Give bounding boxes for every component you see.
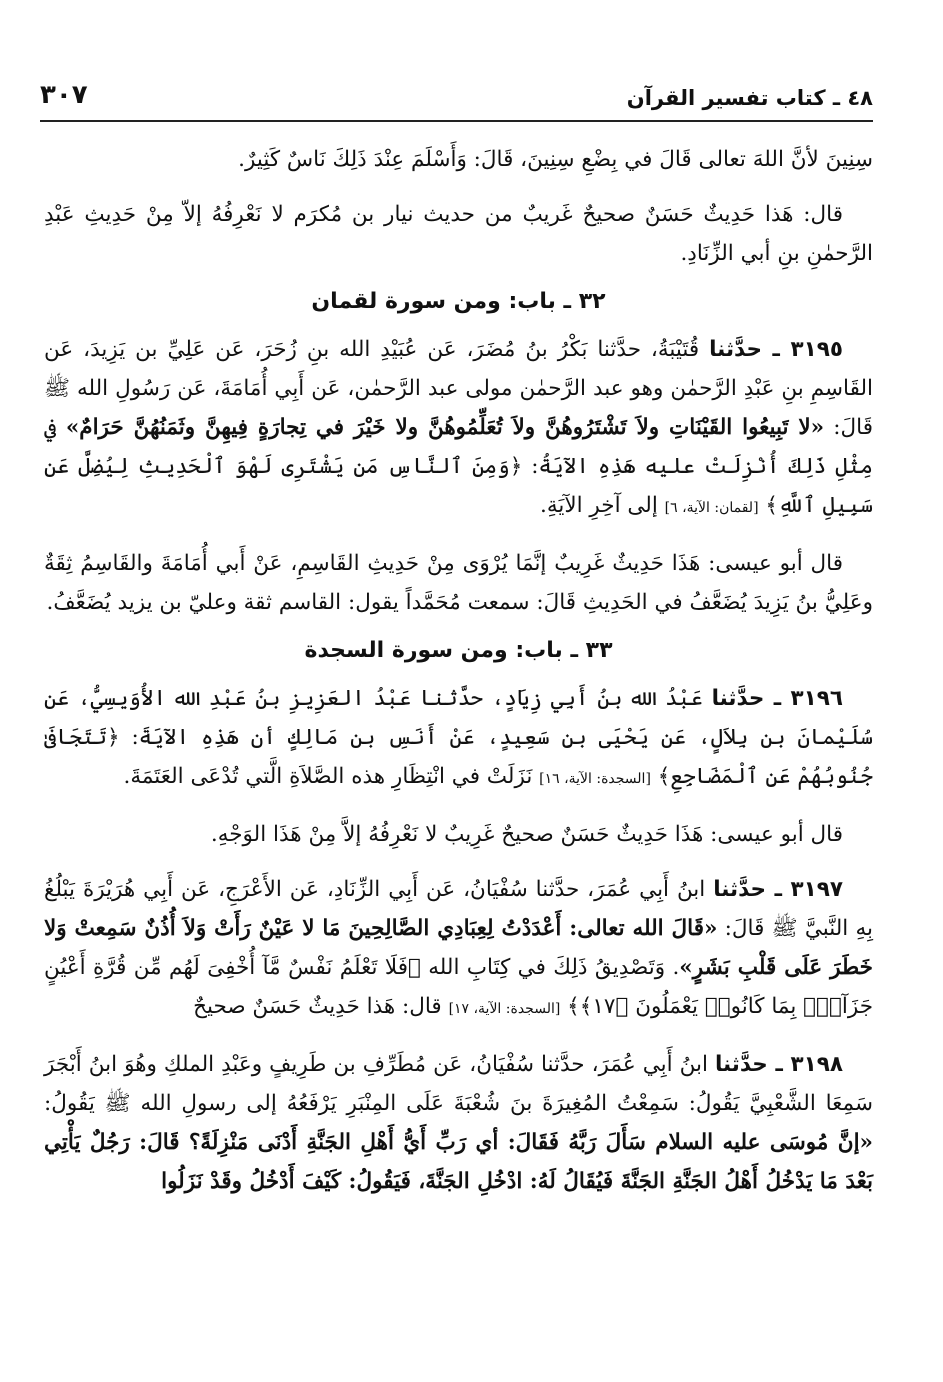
hadith-ending: نَزَلَتْ في انْتِظَارِ هذه الصَّلاَةِ الَّتي تُدْعَى العَتَمَةَ. (123, 764, 540, 789)
hadith-text: «إنَّ مُوسَى عليه السلام سَأَلَ رَبَّهُ فَقَالَ: أي رَبِّ أَيُّ أَهْلِ الجَنَّةِ أَدْنَى مَنْزِلَةً؟ قَالَ: رَجُلٌ يَأْتِي بَعْدَ مَا يَدْخُلُ أَهْلُ الجَنَّةِ الجَنَّةَ فَيُقَالُ لَهُ: ادْخُلِ الجَنَّةَ، فَيَقُولُ: كَيْفَ أَدْخُلُ وقَدْ نَزَلُوا (44, 1130, 873, 1194)
hadith-continuation: . وَتَصْدِيقُ ذَلِكَ في كِتَابِ الله ﴿فَلَا تَعْلَمُ نَفْسٌ مَّآ أُخْفِىَ لَهُم مِّن قُرَّةِ أَعْيُنٍ جَزَآءًۢ بِمَا كَانُوا۟ يَعْمَلُونَ ﴿١٧﴾﴾ (44, 955, 873, 1019)
hadith-3198 (44, 1045, 873, 1201)
verse-reference: [لقمان: الآية، ٦] (664, 500, 759, 516)
hadith-number: ٣١٩٥ ـ حدَّثنا (709, 337, 844, 362)
page-body (44, 140, 873, 1217)
hadith-chain: قُتَيْبَةُ، حدَّثنا بَكْرُ بنُ مُضَرَ، عَن عُبَيْدِ الله بنِ زُحَرَ، عَن عَلِيِّ بن يَزِيدَ، عَن القَاسِمِ بنِ عَبْدِ الرَّحمٰن وهو عبد الرَّحمٰن مولى عبد الرَّحمٰن، عَن أَبِي أُمَامَةَ، عَن رَسُولِ الله ﷺ قَالَ: (44, 337, 873, 440)
verse-reference: [السجدة: الآية، ١٧] (448, 1001, 561, 1017)
commentary-paragraph: قال: هَذا حَدِيثٌ حَسَنٌ صحيحٌ غَريبٌ من حديث نيار بن مُكرَم لا نَعْرِفُهُ إلاّ مِنْ حَدِيثِ عَبْدِ الرَّحمٰنِ بنِ أبي الزِّنَادِ. (44, 202, 873, 266)
hadith-text: «لا تَبِيعُوا القَيْنَاتِ ولاَ تَشْتَرُوهُنَّ ولاَ تُعَلِّمُوهُنَّ ولا خَيْرَ في تِجارَةٍ فِيهِنَّ وثَمَنُهُنَّ حَرَامٌ» (65, 415, 825, 440)
hadith-number: ٣١٩٦ ـ حدَّثنا (711, 686, 843, 711)
hadith-3196 (44, 679, 873, 799)
chapter-heading-luqman: ٣٢ ـ باب: ومن سورة لقمان (311, 289, 606, 314)
hadith-number: ٣١٩٧ ـ حدَّثنا (713, 877, 844, 902)
hadith-number: ٣١٩٨ ـ حدَّثنا (714, 1052, 843, 1077)
hadith-ending: إلى آخِرِ الآيَةِ. (540, 493, 665, 518)
verse-reference: [السجدة: الآية، ١٦] (539, 771, 651, 787)
page-header (40, 80, 873, 122)
chapter-heading-sajda: ٣٣ ـ باب: ومن سورة السجدة (304, 638, 613, 663)
hadith-text: «قَالَ الله تعالى: أَعْدَدْتُ لِعِبَادِي الصَّالِحِينَ مَا لا عَيْنٌ رَأَتْ وَلاَ أُذُنٌ سَمِعتْ وَلا خَطَرَ عَلَى قَلْبِ بَشَرٍ» (44, 916, 873, 980)
hadith-chain: عَبْدُ الله بنُ أَبِي زِيَادٍ، حدَّثنا عَبْدُ العَزِيزِ بنُ عَبْدِ الله الأُوَيسِيُّ، عَن سُلَيْمانَ بن بِلاَلٍ، عَن يَحْيَى بنِ سَعِيدٍ، عَنْ أَنَسِ بن مَالِكٍ أن هَذِهِ الآيَةَ: ﴿تَتَجَافَىٰ جُنُوبُهُمْ عَنِ ٱلْمَضَاجِعِ﴾ (44, 686, 873, 789)
hadith-ending: قال: هَذا حَدِيثٌ حَسَنٌ صحيحٌ (193, 994, 449, 1019)
running-title: ٤٨ ـ كتاب تفسير القرآن (626, 86, 873, 110)
paragraph-continuation: سِنِينَ لأنَّ اللهَ تعالى قَالَ في بِضْعِ سِنِينَ، قَالَ: وَأَسْلَمَ عِنْدَ ذَلِكَ نَاسٌ كَثِيرٌ. (238, 147, 873, 172)
hadith-3195 (44, 330, 873, 528)
hadith-chain: ابنُ أَبِي عُمَرَ، حدَّثنا سُفْيَانُ، عَن مُطَرِّفِ بن طَرِيفٍ وعَبْدِ الملكِ وهُوَ ابنُ أَبْجَرَ سَمِعَا الشَّعْبِيَّ يَقُولُ: سَمِعْتُ المُغِيرَةَ بنَ شُعْبَةَ عَلَى المِنْبَرِ يَرْفَعُهُ إلى رسولِ الله ﷺ يَقُولُ: (44, 1052, 873, 1116)
hadith-3197 (44, 870, 873, 1029)
hadith-continuation: في مِثْلِ ذَلِكَ أُنْزِلَتْ عليه هَذِهِ الآيَةُ: ﴿وَمِنَ ٱلنَّاسِ مَن يَشْتَرِى لَهْوَ ٱلْحَدِيثِ لِيُضِلَّ عَن سَبِيلِ ٱللَّهِ﴾ (44, 415, 873, 518)
commentary-paragraph: قال أبو عيسى: هَذَا حَدِيثٌ حَسَنٌ صحيحٌ غَرِيبٌ لا نَعْرِفُهُ إلاَّ مِنْ هَذَا الوَجْهِ. (210, 822, 843, 847)
page-number: ٣٠٧ (40, 80, 88, 110)
commentary-paragraph: قال أبو عيسى: هَذَا حَدِيثٌ غَرِيبٌ إنَّمَا يُرْوَى مِنْ حَدِيثِ القَاسِمِ، عَنْ أَبي أُمَامَةَ والقَاسِمُ ثِقَةٌ وعَلِيُّ بنُ يَزِيدَ يُضَعَّفُ في الحَدِيثِ قَالَ: سمعت مُحَمَّداً يقول: القاسم ثقة وعليّ بن يزيد يُضَعَّفُ. (44, 551, 873, 615)
hadith-chain: ابنُ أَبِي عُمَرَ، حدَّثنا سُفْيَانُ، عَن أَبِي الزِّنَادِ، عَن الأَعْرَجِ، عَن أَبِي هُرَيْرَةَ يَبْلُغُ بِهِ النَّبيَّ ﷺ قَالَ: (44, 877, 874, 941)
